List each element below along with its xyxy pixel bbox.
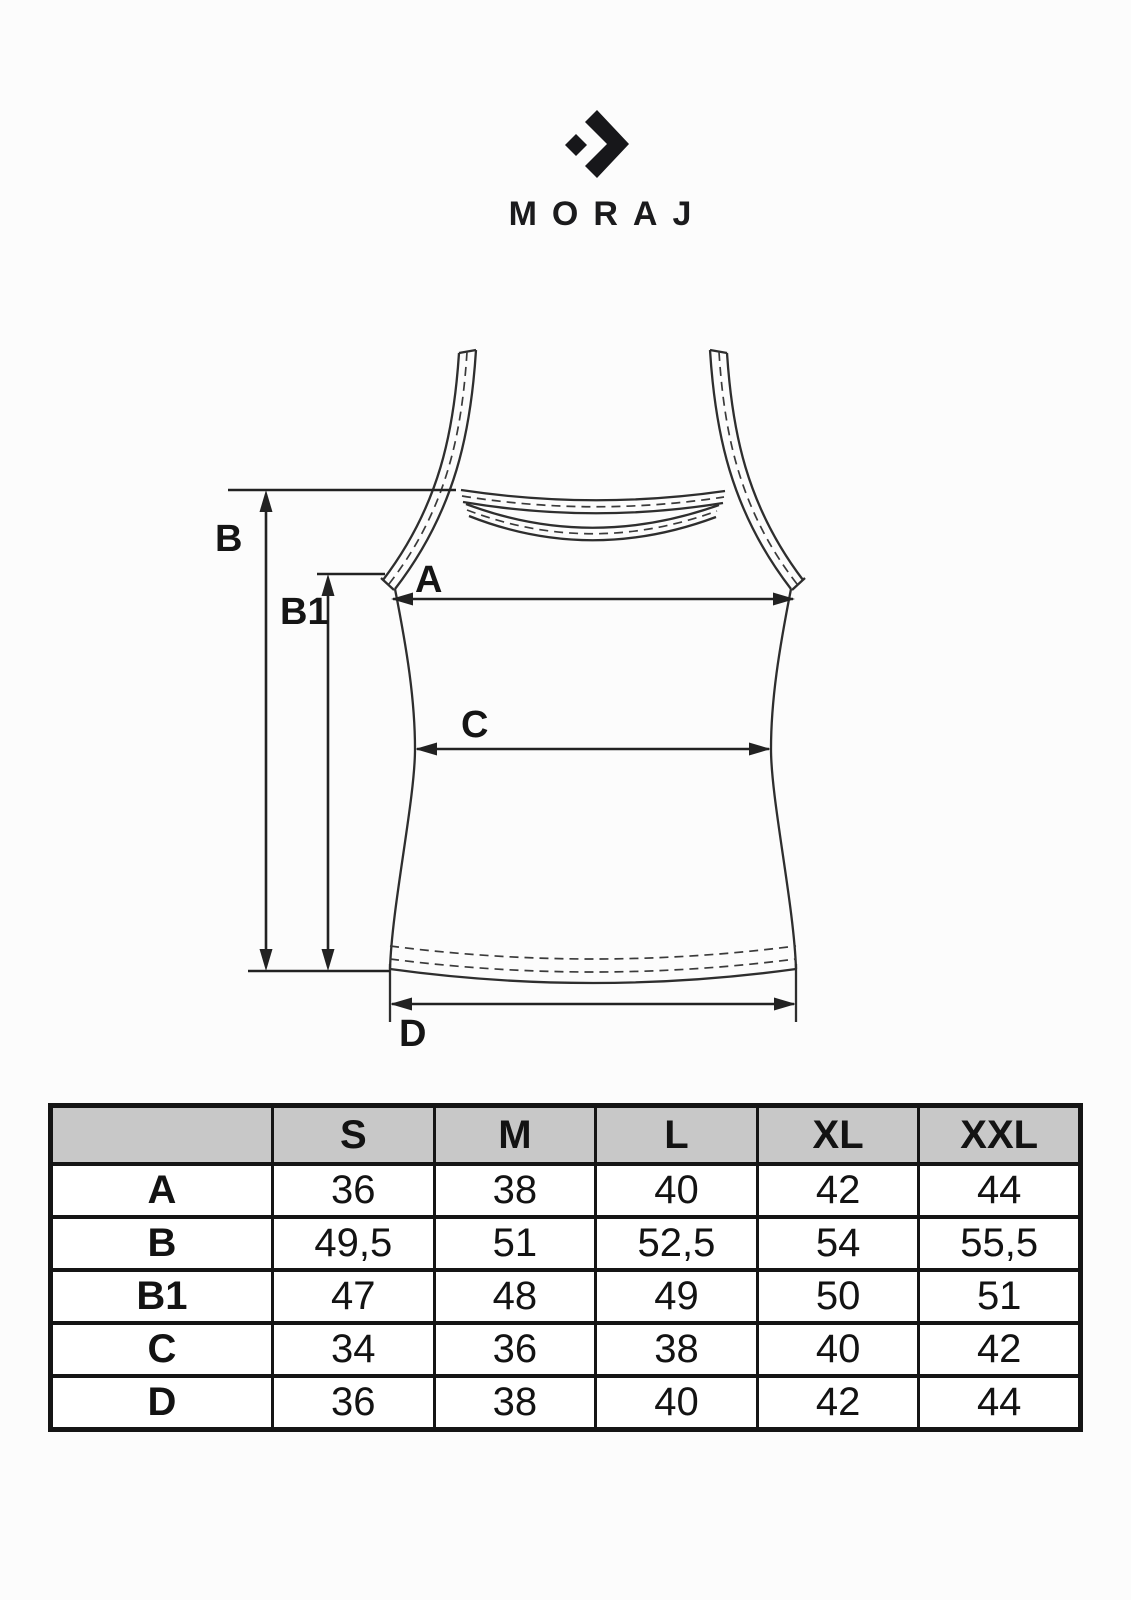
header-corner-cell (51, 1106, 273, 1165)
measurement-label-b: B (215, 518, 243, 560)
header-size-l: L (596, 1106, 758, 1165)
cell-b-xl: 54 (757, 1217, 919, 1270)
size-table (48, 1103, 1083, 1432)
measurement-c (415, 704, 771, 756)
cell-c-m: 36 (434, 1323, 596, 1376)
row-label-c: C (51, 1323, 273, 1376)
header-size-s: S (273, 1106, 435, 1165)
measurement-d (390, 998, 796, 1056)
row-label-a: A (51, 1164, 273, 1217)
measurement-label-c: C (461, 704, 489, 746)
cell-b-s: 49,5 (273, 1217, 435, 1270)
measurement-a (391, 559, 795, 606)
table-row-a (51, 1164, 1081, 1217)
garment-outline (381, 350, 805, 1022)
cell-b-m: 51 (434, 1217, 596, 1270)
size-table-header-row (51, 1106, 1081, 1165)
measurement-b1 (280, 574, 385, 971)
header-size-xxl: XXL (919, 1106, 1081, 1165)
measurement-label-b1: B1 (280, 591, 329, 633)
cell-b-l: 52,5 (596, 1217, 758, 1270)
cell-c-l: 38 (596, 1323, 758, 1376)
cell-c-xxl: 42 (919, 1323, 1081, 1376)
cell-a-xxl: 44 (919, 1164, 1081, 1217)
cell-d-l: 40 (596, 1376, 758, 1429)
header-size-xl: XL (757, 1106, 919, 1165)
cell-b-xxl: 55,5 (919, 1217, 1081, 1270)
row-label-b: B (51, 1217, 273, 1270)
cell-b1-l: 49 (596, 1270, 758, 1323)
cell-a-s: 36 (273, 1164, 435, 1217)
cell-a-l: 40 (596, 1164, 758, 1217)
measurement-label-d: D (399, 1013, 427, 1055)
measurement-label-a: A (415, 559, 443, 601)
cell-d-xxl: 44 (919, 1376, 1081, 1429)
table-row-d (51, 1376, 1081, 1429)
row-label-d: D (51, 1376, 273, 1429)
cell-b1-m: 48 (434, 1270, 596, 1323)
cell-d-xl: 42 (757, 1376, 919, 1429)
cell-d-m: 38 (434, 1376, 596, 1429)
cell-b1-xl: 50 (757, 1270, 919, 1323)
cell-a-m: 38 (434, 1164, 596, 1217)
cell-c-s: 34 (273, 1323, 435, 1376)
header-size-m: M (434, 1106, 596, 1165)
cell-d-s: 36 (273, 1376, 435, 1429)
table-row-b (51, 1217, 1081, 1270)
cell-b1-xxl: 51 (919, 1270, 1081, 1323)
brand-name: MORAJ (508, 195, 707, 233)
cell-b1-s: 47 (273, 1270, 435, 1323)
table-row-b1 (51, 1270, 1081, 1323)
row-label-b1: B1 (51, 1270, 273, 1323)
table-row-c (51, 1323, 1081, 1376)
cell-a-xl: 42 (757, 1164, 919, 1217)
cell-c-xl: 40 (757, 1323, 919, 1376)
